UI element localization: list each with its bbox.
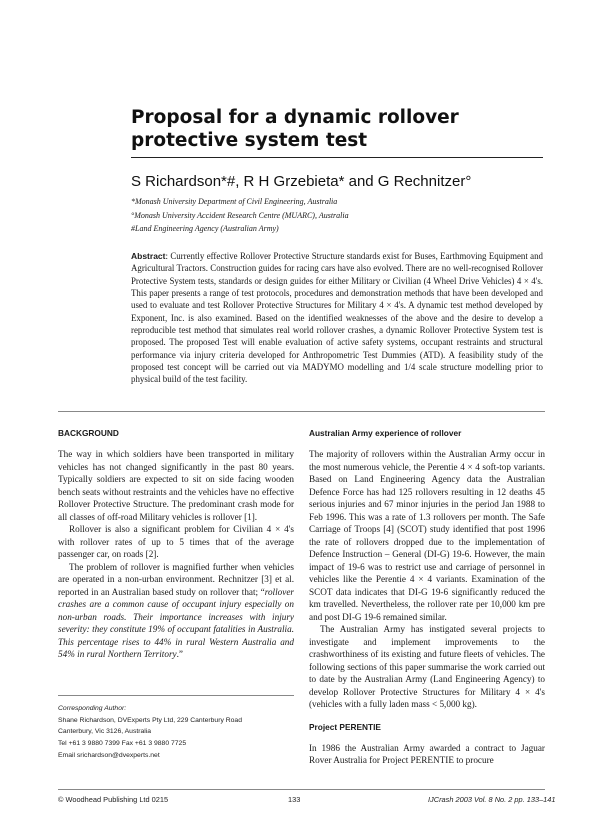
paragraph: In 1986 the Australian Army awarded a contract to Jaguar Rover Australia for Project PERENTIE to procure [309,742,545,765]
paragraph: The majority of rollovers within the Australian Army occur in the most numerous vehicle, the Perentie 4 × 4 soft-top variants. Based on Land Engineering Agency data the Australian Defence Force has had 125 rollovers resulting in 12 deaths 45 serious injuries and 67 minor injuries in the period Jan 1988 to Feb 1996. This was a rate of 1.3 rollovers per month. The Safe Carriage of Troops [4] (SCOT) study identified that post 1996 the rate of rollovers dropped due to the implementation of Defence Instruction – General (DI-G) 19-6. However, the main impact of 19-6 was to restrict use and carriage of personnel in vehicles like the Perentie 4 × 4 variants. Examination of the SCOT data indicates that DI-G 19-6 significantly reduced the km travelled. Nevertheless, the rollover rate per 10,000 km pre and post DI-G 19-6 remained similar. [309,449,545,622]
paragraph: Rollover is also a significant problem for Civilian 4 × 4's with rollover rates of up to 5 times that of the average passenger car, on roads [2]. [58,524,294,559]
corresponding-author-line: Canterbury, Vic 3126, Australia [58,728,152,736]
quote-intro: The problem of rollover is magnified further when vehicles are operated in a non-urban environment. Rechnitzer [3] et al. reported in an Australian based study on rollover that; “ [58,561,294,597]
title-rule [131,157,543,158]
footnote-rule [58,695,294,696]
abstract-text: : Currently effective Rollover Protective Structure standards exist for Buses, Earthmoving Equipment and Agricultural Tractors. Construction guides for racing cars have also evolved. There are no well-recognised Rollover Protective System tests, standards or design guides for either Military or Civilian (4 Wheel Drive Vehicles) 4 × 4's. This paper presents a range of test protocols, procedures and demonstration methods that have been developed and used to evaluate and test Rollover Protective Structures for Military 4 × 4's. A dynamic test method developed by Exponent, Inc. is also examined. Based on the identified weaknesses of the above and the desire to develop a reproducible test method that simulates real world rollover crashes, a dynamic Rollover Protective System test is proposed. The proposed Test will enable evaluation of active safety systems, occupant restraints and structural performance via injury criteria developed for Anthropometric Test Dummies (ATD). A feasibility study of the proposed test concept will be carried out via MADYMO modelling and 1/4 scale structure modelling prior to physical build of the test facility. [131,251,543,385]
affiliation-3: #Land Engineering Agency (Australian Army) [131,224,279,233]
abstract-label: Abstract [131,251,166,261]
section-heading-project-perentie: Project PERENTIE [309,721,381,732]
corresponding-author-email: Email srichardson@dvexperts.net [58,751,160,759]
footer-publisher: © Woodhead Publishing Ltd 0215 [58,795,169,804]
left-column [58,428,294,661]
paragraph: The way in which soldiers have been transported in military vehicles has not changed significantly in the past 80 years. Typically soldiers are expected to sit on side facing wooden bench seats without restraints and the vehicles have no effective Rollover Protective Structure. The predominant crash mode for all classes of off-road Military vehicles is rollover [1]. [58,449,294,522]
footer-rule [58,789,545,790]
footer-page-number: 133 [288,795,301,804]
abstract-rule [58,411,545,412]
affiliations [131,195,551,236]
section-heading-army-experience: Australian Army experience of rollover [309,428,462,438]
paragraph-quote [58,561,294,661]
corresponding-author-label: Corresponding Author: [58,705,127,712]
paragraph: The Australian Army has instigated several projects to investigate and implement improvements to the crashworthiness of its existing and future fleets of vehicles. The following sections of this paper summarise the work carried out to date by the Australian Army (Land Engineering Agency) to develop Rollover Protective Structures for Military 4 × 4's (vehicles with a fully laden mass < 5,000 kg). [309,624,545,709]
affiliation-1: *Monash University Department of Civil Engineering, Australia [131,197,338,206]
footer-journal: IJCrash 2003 Vol. 8 No. 2 pp. 133–141 [428,795,556,804]
abstract [131,250,543,386]
affiliation-2: °Monash University Accident Research Centre (MUARC), Australia [131,210,349,220]
author-list: S Richardson*#, R H Grzebieta* and G Rechnitzer° [131,173,472,190]
corresponding-author-line: Tel +61 3 9880 7399 Fax +61 3 9880 7725 [58,740,187,748]
quote-end: .” [176,649,183,659]
section-heading-background: BACKGROUND [58,428,119,438]
quote-text: rollover crashes are a common cause of occupant injury especially on non-urban roads. Their importance increases with injury severity: they constitute 19% of occupant fatalities in Australia. This percentage rises to 44% in rural Western Australia and 54% in rural Northern Territory [58,586,294,659]
corresponding-author [58,703,298,762]
corresponding-author-line: Shane Richardson, DVExperts Pty Ltd, 229 Canterbury Road [58,716,242,724]
paper-title: Proposal for a dynamic rollover protective system test [131,107,459,151]
right-column [309,428,545,767]
